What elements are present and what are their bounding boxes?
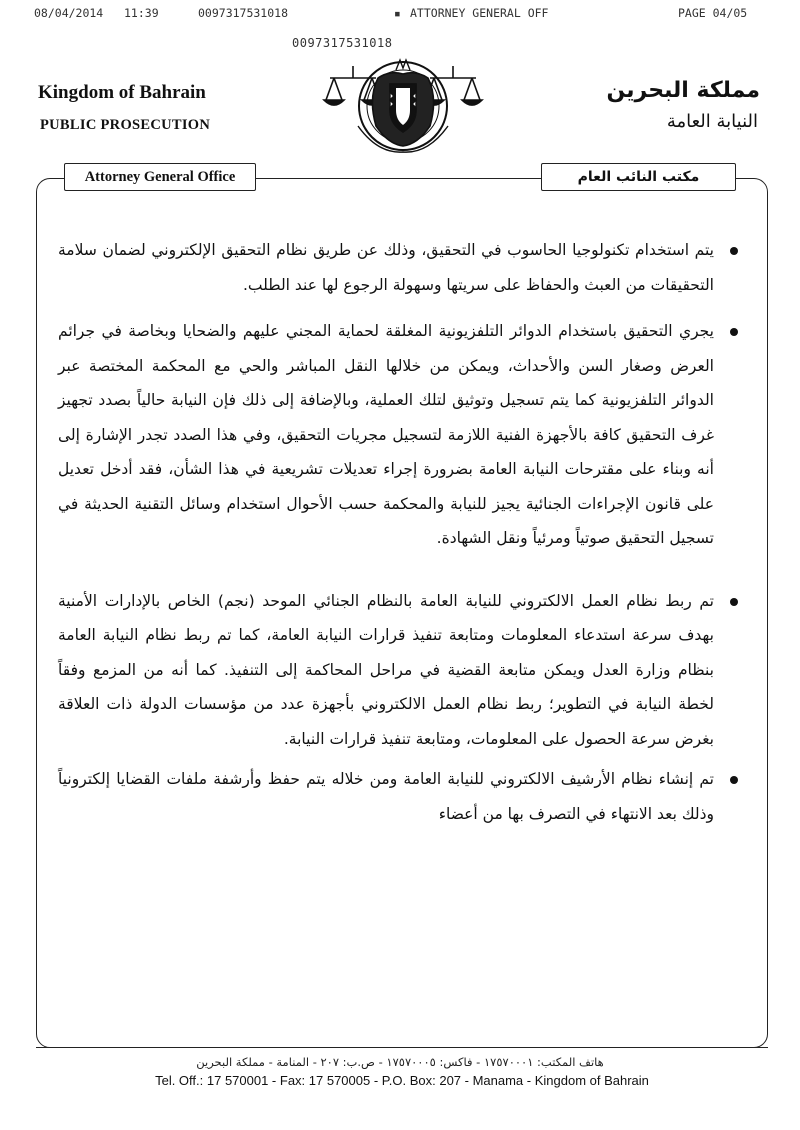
fax-sender-number: 0097317531018 [198,6,289,20]
office-label-arabic: مكتب النائب العام [541,163,736,191]
fax-number-stamp: 0097317531018 [292,36,393,50]
footer-contact-arabic: هاتف المكتب: ١٧٥٧٠٠٠١ - فاكس: ١٧٥٧٠٠٠٥ - ص.ب: ٢٠٧ - المنامة - مملكة البحرين [196,1055,604,1069]
list-item-text: تم ربط نظام العمل الالكتروني للنيابة العامة بالنظام الجنائي الموحد (نجم) الخاص بالإدارات الأمنية بهدف سرعة استدعاء المعلومات ومتابعة تنفيذ قرارات النيابة العامة، كما تم ربط نظام النيابة العامة بنظام وزارة العدل ويمكن متابعة القضية في مراحل المحاكمة إلى التنفيذ. كما أنه من المزمع وفقاً لخطة النيابة في التطوير؛ ربط نظام العمل الالكتروني بأجهزة عدد من مؤسسات الدولة ذات العلاقة بغرض سرعة الحصول على المعلومات، ومتابعة تنفيذ قرارات النيابة. [58,591,714,748]
list-item [58,762,744,831]
bullet-icon [730,762,738,796]
list-item-text: يجري التحقيق باستخدام الدوائر التلفزيونية المغلقة لحماية المجني عليهم والضحايا وبخاصة في جرائم العرض وصغار السن والأحداث، ويمكن من خلالها النقل المباشر والحي مع المحكمة المختصة عبر الدوائر التلفزيونية كما يتم تسجيل وتوثيق لتلك العملية، وبالإضافة إلى ذلك فإن النيابة حالياً بصدد تجهيز غرف التحقيق كافة بالأجهزة الفنية اللازمة لتسجيل مجريات التحقيق، وفي هذا الصدد تجدر الإشارة إلى أنه وبناء على مقترحات النيابة العامة بضرورة إجراء تعديلات تشريعية في هذا الشأن، فقد أدخل تعديل على قانون الإجراءات الجنائية يجيز للنيابة والمحكمة حسب الأحوال استخدام وسائل التقنية الحديثة في تسجيل التحقيق صوتياً ومرئياً ونقل الشهادة. [58,322,714,547]
fax-sender-name-prefix: ▪ [394,6,401,20]
fax-page-indicator: PAGE 04/05 [678,6,748,20]
document-body [58,233,744,831]
letterhead-english-kingdom: Kingdom of Bahrain [38,82,206,103]
list-item [58,584,744,757]
list-item-text: تم إنشاء نظام الأرشيف الالكتروني للنيابة العامة ومن خلاله يتم حفظ وأرشفة ملفات القضايا إلكترونياً وذلك بعد الانتهاء في التصرف بها من أعضاء [58,770,714,823]
list-item [58,233,744,302]
justice-emblem-icon [318,48,488,160]
bullet-icon [730,233,738,267]
footer-divider [36,1047,768,1048]
fax-sender-name: ATTORNEY GENERAL OFF [410,6,549,20]
fax-transmission-header [14,6,786,32]
office-label-english: Attorney General Office [64,163,256,191]
fax-time: 11:39 [124,6,159,20]
list-item-text: يتم استخدام تكنولوجيا الحاسوب في التحقيق، وذلك عن طريق نظام التحقيق الإلكتروني لضمان سلامة التحقيقات من العبث والحفاظ على سريتها وسهولة الرجوع لها عند الطلب. [58,241,714,294]
letterhead-english-prosecution: PUBLIC PROSECUTION [40,117,211,133]
letterhead-arabic-prosecution: النيابة العامة [666,111,758,132]
letterhead-arabic-kingdom: مملكة البحرين [606,78,760,103]
fax-date: 08/04/2014 [34,6,104,20]
bullet-icon [730,314,738,348]
bullet-icon [730,584,738,618]
list-item [58,314,744,556]
footer-contact-english: Tel. Off.: 17 570001 - Fax: 17 570005 - P.O. Box: 207 - Manama - Kingdom of Bahrain [155,1073,649,1088]
